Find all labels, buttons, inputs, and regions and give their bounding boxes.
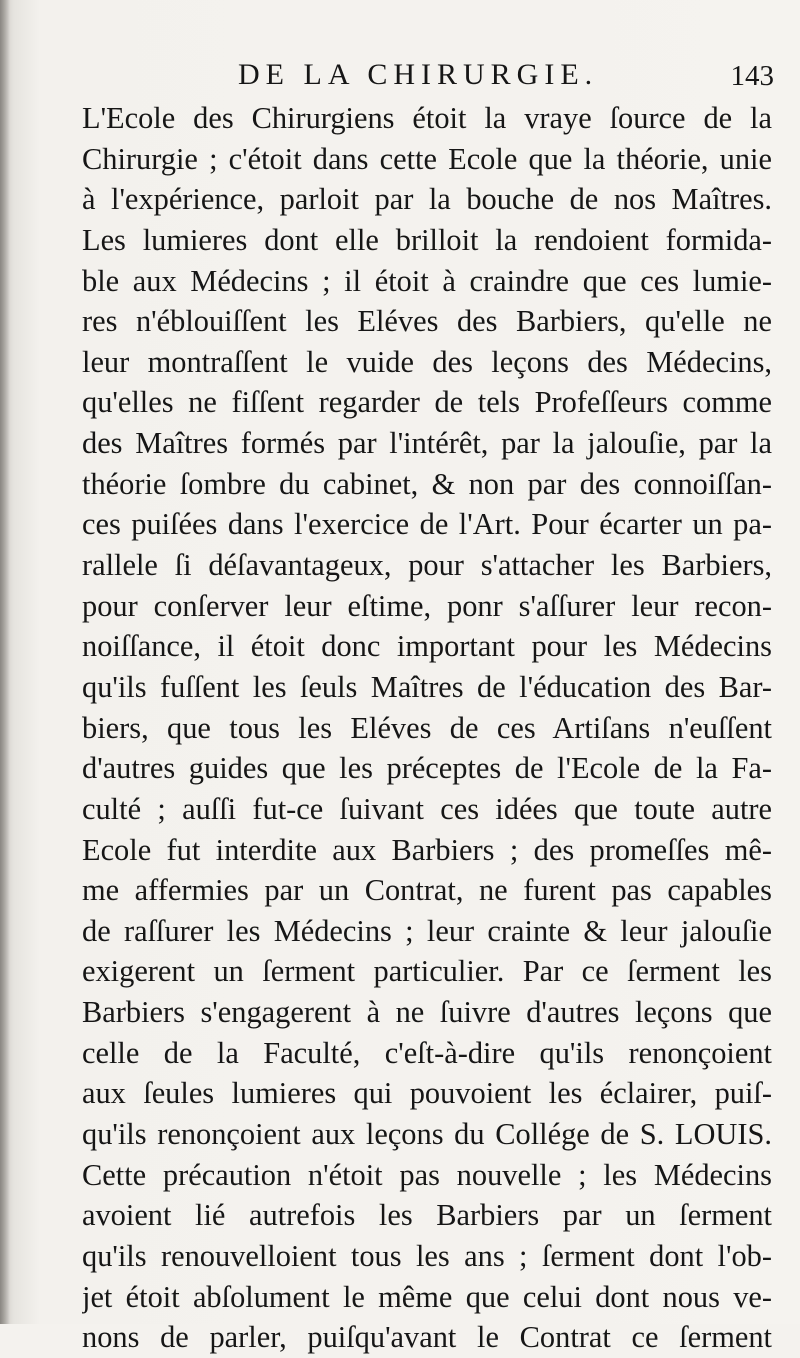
- page-number: 143: [730, 60, 774, 92]
- text-line: nons de parler, puiſqu'avant le Contrat ce ſerment: [82, 1320, 772, 1355]
- text-line: noiſſance, il étoit donc important pour les Médecins: [82, 629, 772, 664]
- text-line: à l'expérience, parloit par la bouche de nos Maîtres.: [82, 182, 772, 217]
- text-line: qu'ils fuſſent les ſeuls Maîtres de l'éducation des Bar-: [82, 669, 772, 704]
- text-line: exigerent un ſerment particulier. Par ce ſerment les: [82, 954, 772, 989]
- text-line: Barbiers s'engagerent à ne ſuivre d'autres leçons que: [82, 995, 772, 1030]
- text-line: qu'elles ne fiſſent regarder de tels Profeſſeurs comme: [82, 385, 772, 420]
- text-line: Cette précaution n'étoit pas nouvelle ; les Médecins: [82, 1157, 772, 1192]
- body-text: [82, 98, 772, 1358]
- text-line: Les lumieres dont elle brilloit la rendoient formida-: [82, 222, 772, 257]
- text-line: celle de la Faculté, c'eſt-à-dire qu'ils renonçoient: [82, 1035, 772, 1070]
- text-line: jet étoit abſolument le même que celui dont nous ve-: [82, 1279, 772, 1314]
- text-line: me affermies par un Contrat, ne furent pas capables: [82, 873, 772, 908]
- running-title: DE LA CHIRURGIE.: [238, 58, 599, 91]
- text-line: pour conſerver leur eſtime, ponr s'aſſurer leur recon-: [82, 588, 772, 623]
- text-line: L'Ecole des Chirurgiens étoit la vraye ſource de la: [82, 101, 772, 135]
- text-line: des Maîtres formés par l'intérêt, par la jalouſie, par la: [82, 426, 772, 461]
- text-line: théorie ſombre du cabinet, & non par des connoiſſan-: [82, 466, 772, 501]
- text-line: qu'ils renouvelloient tous les ans ; ſerment dont l'ob-: [82, 1238, 772, 1273]
- text-line: biers, que tous les Eléves de ces Artiſans n'euſſent: [82, 710, 772, 745]
- text-line: Ecole fut interdite aux Barbiers ; des promeſſes mê-: [82, 832, 772, 867]
- text-line: ble aux Médecins ; il étoit à craindre que ces lumie-: [82, 263, 772, 298]
- text-line: res n'éblouiſſent les Eléves des Barbiers, qu'elle ne: [82, 304, 772, 339]
- gutter-shadow: [0, 0, 10, 1324]
- text-line: Chirurgie ; c'étoit dans cette Ecole que la théorie, unie: [82, 141, 772, 176]
- text-line: qu'ils renonçoient aux leçons du Collége de S. LOUIS.: [82, 1117, 772, 1152]
- text-line: culté ; auſſi fut-ce ſuivant ces idées que toute autre: [82, 791, 772, 826]
- text-line: rallele ſi déſavantageux, pour s'attacher les Barbiers,: [82, 548, 772, 583]
- text-line: leur montraſſent le vuide des leçons des Médecins,: [82, 344, 772, 379]
- text-line: avoient lié autrefois les Barbiers par un ſerment: [82, 1198, 772, 1233]
- text-line: d'autres guides que les préceptes de l'Ecole de la Fa-: [82, 751, 772, 786]
- text-line: ces puiſées dans l'exercice de l'Art. Pour écarter un pa-: [82, 507, 772, 542]
- text-line: aux ſeules lumieres qui pouvoient les éclairer, puiſ-: [82, 1076, 772, 1111]
- running-head: [228, 58, 788, 98]
- text-line: de raſſurer les Médecins ; leur crainte & leur jalouſie: [82, 913, 772, 948]
